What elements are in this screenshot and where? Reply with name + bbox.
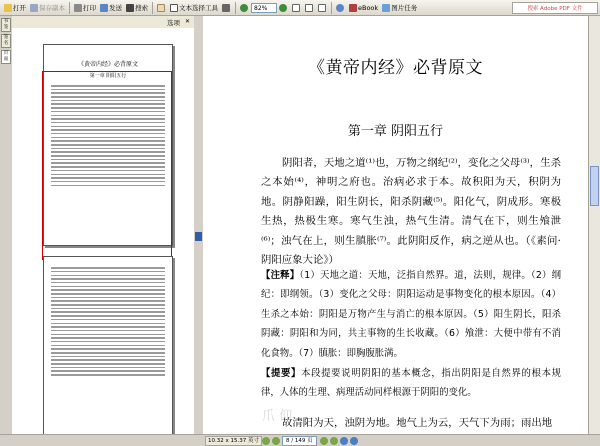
first-page-icon[interactable] — [262, 437, 270, 445]
zoom-in-button[interactable] — [277, 1, 290, 15]
go-forward-icon[interactable] — [350, 437, 358, 445]
page-thumbnail[interactable] — [43, 256, 173, 434]
last-page-icon[interactable] — [330, 437, 338, 445]
notes-paragraph: 【注释】（1）天地之道：天地，泛指自然界。道，法则，规律。（2）纲纪：即纲领。（3）变化之父母：阴阳运动是事物变化的根本原因。（4）生杀之本始：阴阳是万物产生与消亡的根本原因。（5）阳生阴长，阳杀阴藏：阴阳和为同，共主事物的生长收藏。（6）飧泄：大便中带有不消化食物。（7）䐜胀：即胸腹胀满。 — [261, 270, 561, 359]
thumbnail-chapter: 第一章 阴阳五行 — [89, 73, 127, 79]
panel-splitter[interactable] — [194, 16, 203, 434]
send-button[interactable]: 发送 — [98, 1, 124, 15]
watermark: 爪 仰 — [262, 409, 293, 424]
notes-label: 【注释】 — [261, 270, 300, 281]
current-view-frame[interactable] — [42, 71, 172, 260]
next-page-icon[interactable] — [320, 437, 328, 445]
summary-label: 【提要】 — [261, 368, 302, 379]
search-button[interactable]: 搜索 — [124, 1, 150, 15]
vertical-scrollbar[interactable] — [588, 16, 600, 434]
rotate-button[interactable] — [334, 1, 347, 15]
open-button[interactable]: 打开 — [2, 1, 28, 15]
document-page — [203, 16, 588, 434]
pages-tab[interactable]: 页面 — [1, 50, 11, 64]
toolbar-divider — [152, 2, 153, 14]
options-menu[interactable]: 选项 — [167, 18, 180, 27]
picture-icon — [382, 4, 390, 12]
camera-icon — [222, 4, 230, 12]
page-title: 《黄帝内经》必背原文 — [308, 58, 483, 78]
thumbnail-list[interactable] — [12, 28, 194, 434]
fit-page-icon — [305, 4, 313, 12]
toolbar-divider — [331, 2, 332, 14]
snapshot-tool-button[interactable] — [220, 1, 233, 15]
ebook-icon — [349, 4, 357, 12]
body-paragraph: 故清阳为天，浊阴为地。地气上为云，天气下为雨；雨出地 — [282, 417, 553, 429]
rotate-icon — [336, 4, 344, 12]
printer-icon — [74, 4, 82, 12]
print-button[interactable]: 打印 — [72, 1, 98, 15]
toolbar-divider — [235, 2, 236, 14]
fit-width-icon — [318, 4, 326, 12]
close-icon[interactable]: ✕ — [184, 18, 191, 25]
bookmarks-tab[interactable]: 书签 — [1, 18, 11, 32]
go-back-icon[interactable] — [340, 437, 348, 445]
fit-page-button[interactable] — [303, 1, 316, 15]
folder-icon — [4, 4, 12, 12]
hand-icon — [157, 4, 165, 12]
text-select-tool-button[interactable]: 文本选择工具 — [168, 1, 220, 15]
mail-icon — [100, 4, 108, 12]
main-toolbar — [0, 0, 600, 16]
splitter-grip-icon[interactable] — [195, 232, 202, 241]
zoom-in-icon — [279, 4, 287, 12]
pages-panel — [12, 16, 195, 434]
page-icon — [292, 4, 300, 12]
hand-tool-button[interactable] — [155, 1, 168, 15]
ebook-button[interactable]: eBook — [347, 1, 380, 15]
save-copy-button[interactable]: 保存副本 — [28, 1, 67, 15]
signatures-tab[interactable]: 签名 — [1, 34, 11, 48]
zoom-out-button[interactable] — [238, 1, 251, 15]
chapter-heading: 第一章 阴阳五行 — [347, 124, 444, 139]
fit-width-button[interactable] — [316, 1, 329, 15]
actual-size-button[interactable] — [290, 1, 303, 15]
text-cursor-icon — [170, 4, 178, 12]
page-number-field[interactable]: 8 / 149 页 — [282, 436, 317, 446]
binoculars-icon — [126, 4, 134, 12]
zoom-level-field[interactable]: 82% — [251, 3, 277, 13]
picture-tasks-button[interactable]: 图片任务 — [380, 1, 419, 15]
zoom-out-icon — [240, 4, 248, 12]
toolbar-divider — [69, 2, 70, 14]
body-paragraph: 阴阳者，天地之道⁽¹⁾也，万物之纲纪⁽²⁾，变化之父母⁽³⁾，生杀之本始⁽⁴⁾，神明之府也。治病必求于本。故积阳为天，积阴为地。阴静阳躁，阳生阴长，阳杀阴藏⁽⁵⁾。阳化气，阴成形。寒极生热，热极生寒。寒气生浊，热气生清。清气在下，则生飧泄⁽⁶⁾；浊气在上，则生䐜胀⁽⁷⁾。此阴阳反作，病之逆从也。（《素问·阴阳应象大论》） — [261, 157, 561, 267]
search-pdf-promo[interactable]: 搜索 Adobe PDF 文件 — [512, 2, 598, 14]
scrollbar-thumb[interactable] — [590, 166, 599, 206]
thumbnail-title: 《黄帝内经》必背原文 — [77, 61, 138, 68]
disk-icon — [30, 4, 38, 12]
page-size-readout: 10.32 x 15.37 英寸 — [205, 436, 262, 446]
summary-paragraph: 【提要】本段提要说明阴阳的基本概念，指出阴阳是自然界的根本规律，人体的生理、病理活动同样根源于阴阳的变化。 — [261, 368, 561, 399]
previous-page-icon[interactable] — [272, 437, 280, 445]
status-bar — [0, 434, 600, 446]
